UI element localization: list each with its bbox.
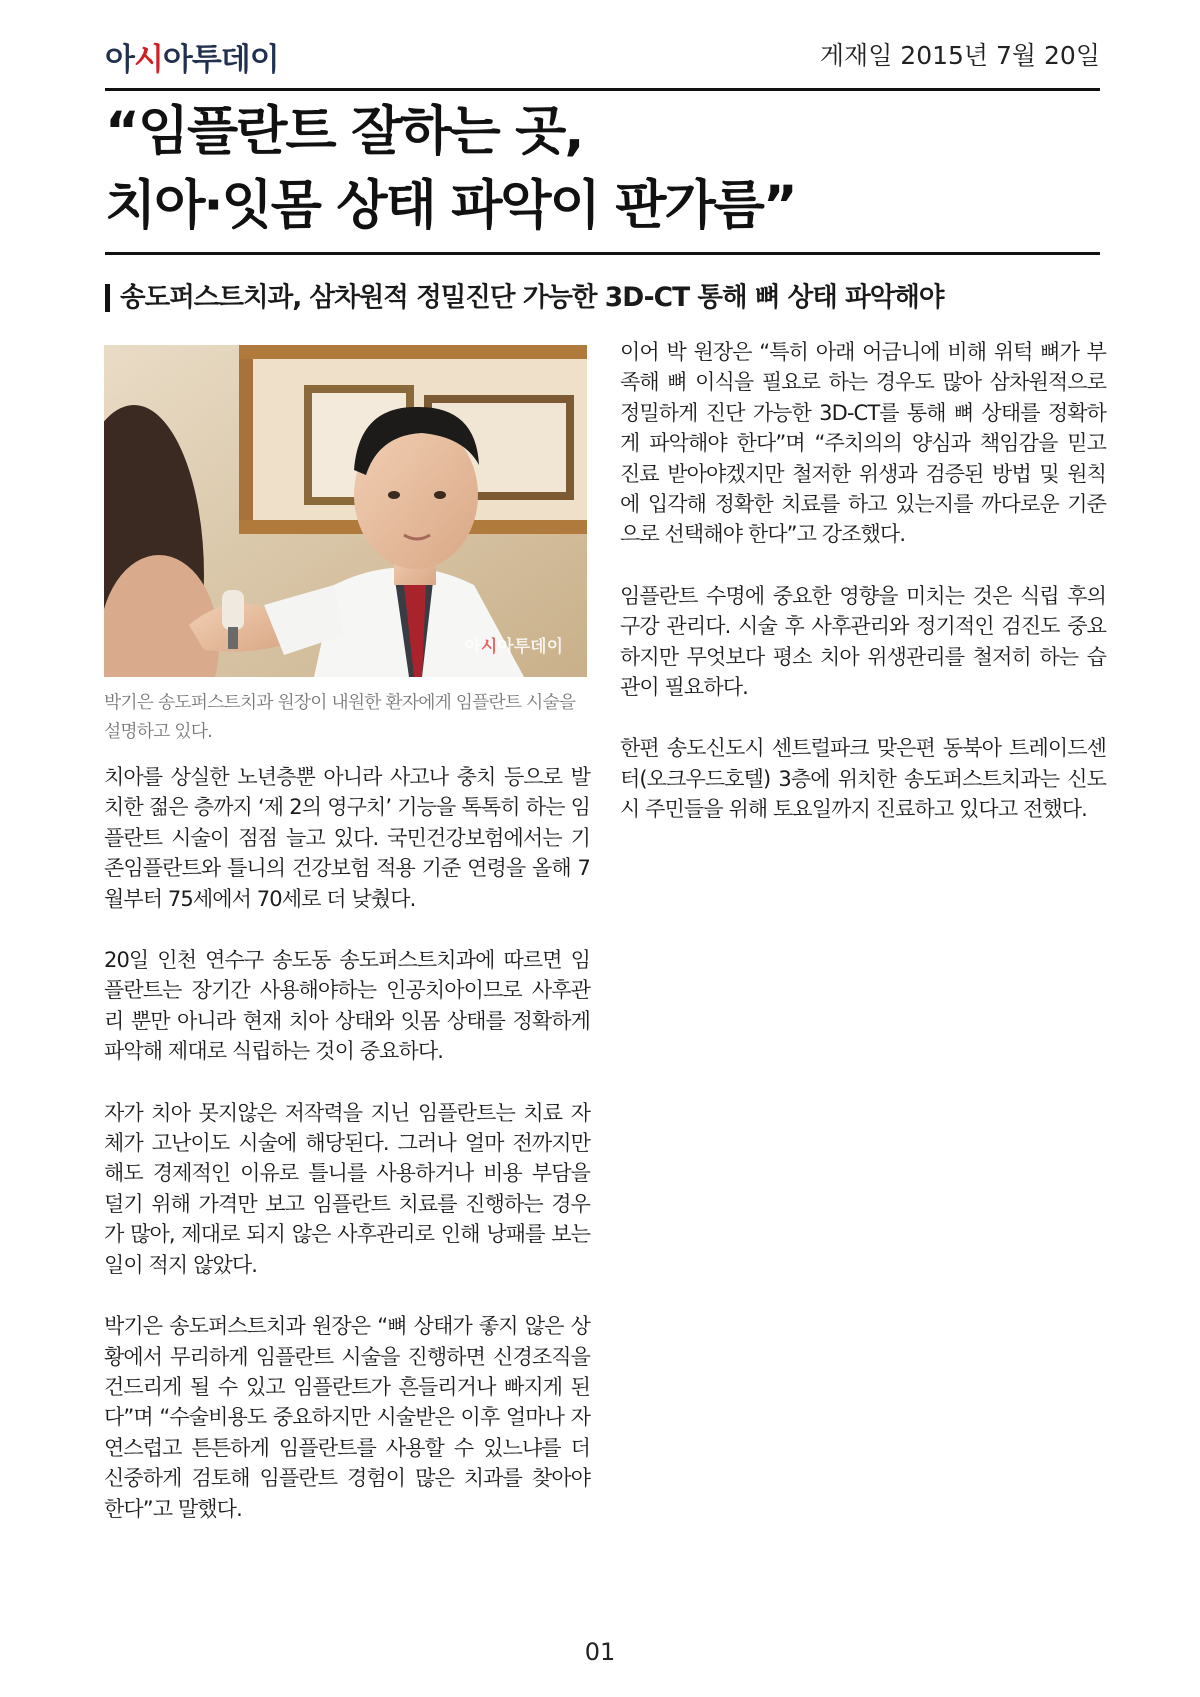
headline — [105, 95, 1100, 243]
subheadline-text: 송도퍼스트치과, 삼차원적 정밀진단 가능한 3D-CT 통해 뼈 상태 파악해야 — [120, 282, 944, 313]
headline-line-2: 치아·잇몸 상태 파악이 판가름” — [105, 175, 796, 236]
body-paragraph: 이어 박 원장은 “특히 아래 어금니에 비해 위턱 뼈가 부족해 뼈 이식을 필요로 하는 경우도 많아 삼차원적으로 정밀하게 진단 가능한 3D-CT를 통해 뼈 상태를 정확하게 파악해야 한다”며 “주치의의 양심과 책임감을 믿고 진료 받아야겠지만 철저한 위생과 검증된 방법 및 원칙에 입각해 정확한 치료를 하고 있는지를 까다로운 기준으로 선택해야 한다”고 강조했다. — [620, 340, 1106, 547]
body-paragraph: 박기은 송도퍼스트치과 원장은 “뼈 상태가 좋지 않은 상황에서 무리하게 임플란트 시술을 진행하면 신경조직을 건드리게 될 수 있고 임플란트가 흔들리거나 빠지게 된다”며 “수술비용도 중요하지만 시술받은 이후 얼마나 자연스럽고 튼튼하게 임플란트를 사용할 수 있느냐를 더 신중하게 검토해 임플란트 경험이 많은 치과를 찾아야 한다”고 말했다. — [104, 1314, 590, 1521]
masthead — [105, 30, 1100, 82]
headline-line-1: “임플란트 잘하는 곳, — [105, 101, 583, 162]
subheadline — [105, 278, 1100, 318]
photo-caption: 박기은 송도퍼스트치과 원장이 내원한 환자에게 임플란트 시술을 설명하고 있다. — [104, 692, 576, 742]
page-number: 01 — [584, 1638, 616, 1666]
subheadline-bar — [105, 284, 110, 312]
article-body-right — [620, 337, 1106, 856]
photo-watermark: 아시아투데이 — [464, 637, 563, 657]
body-paragraph: 한편 송도신도시 센트럴파크 맞은편 동북아 트레이드센터(오크우드호텔) 3층에 위치한 송도퍼스트치과는 신도시 주민들을 위해 토요일까지 진료하고 있다고 전했다. — [620, 736, 1106, 822]
photo-illustration — [104, 345, 587, 677]
publication-date: 게재일 2015년 7월 20일 — [819, 41, 1100, 70]
article-photo — [104, 345, 587, 677]
article-body-left — [104, 762, 590, 1555]
body-paragraph: 20일 인천 연수구 송도동 송도퍼스트치과에 따르면 임플란트는 장기간 사용해야하는 인공치아이므로 사후관리 뿐만 아니라 현재 치아 상태와 잇몸 상태를 정확하게 파악해 제대로 식립하는 것이 중요하다. — [104, 948, 590, 1064]
body-paragraph: 임플란트 수명에 중요한 영향을 미치는 것은 식립 후의 구강 관리다. 시술 후 사후관리와 정기적인 검진도 중요하지만 무엇보다 평소 치아 위생관리를 철저히 하는 습관이 필요하다. — [620, 583, 1106, 700]
body-paragraph: 자가 치아 못지않은 저작력을 지닌 임플란트는 치료 자체가 고난이도 시술에 해당된다. 그러나 얼마 전까지만 해도 경제적인 이유로 틀니를 사용하거나 비용 부담을 덜기 위해 가격만 보고 임플란트 치료를 진행하는 경우가 많아, 제대로 되지 않은 사후관리로 인해 낭패를 보는 일이 적지 않았다. — [104, 1100, 590, 1277]
headline-divider — [105, 252, 1100, 255]
top-divider — [105, 88, 1100, 91]
body-paragraph: 치아를 상실한 노년층뿐 아니라 사고나 충치 등으로 발치한 젊은 층까지 ‘제 2의 영구치’ 기능을 톡톡히 하는 임플란트 시술이 점점 늘고 있다. 국민건강보험에서는 기존임플란트와 틀니의 건강보험 적용 기준 연령을 올해 7월부터 75세에서 70세로 더 낮췄다. — [104, 765, 590, 911]
publication-logo: 아시아투데이 — [105, 42, 279, 78]
